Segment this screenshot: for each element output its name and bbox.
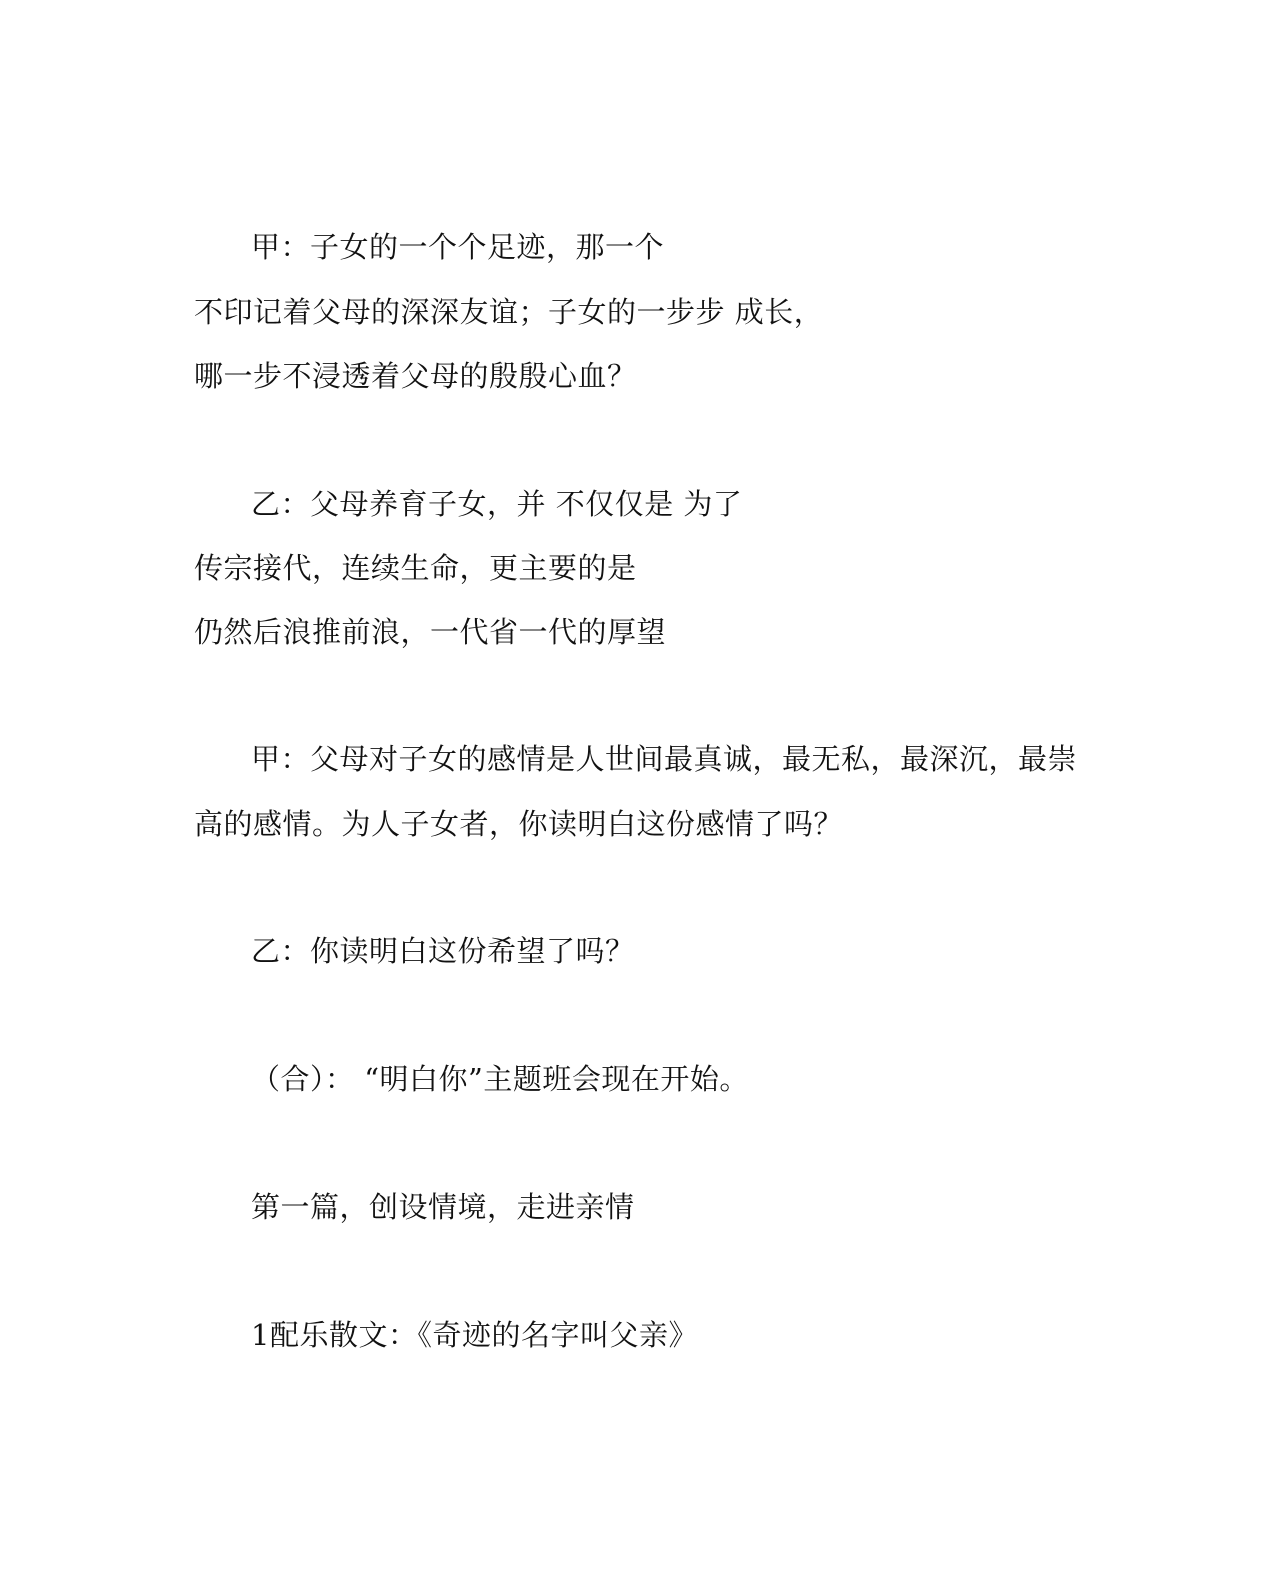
paragraph-line-1: 甲：子女的一个个足迹，那一个 [251, 230, 665, 264]
paragraph-line-12: 1配乐散文：《奇迹的名字叫父亲》 [251, 1318, 698, 1352]
paragraph-line-2: 不印记着父母的深深友谊；子女的一步步 成长， [194, 295, 824, 329]
section-heading: 第一篇，创设情境，走进亲情 [251, 1190, 635, 1224]
paragraph-line-3: 哪一步不浸透着父母的殷殷心血？ [194, 359, 637, 393]
paragraph-line-7: 甲：父母对子女的感情是人世间最真诚，最无私，最深沉，最崇 [251, 742, 1078, 776]
paragraph-line-5: 传宗接代，连续生命，更主要的是 [194, 551, 637, 585]
paragraph-line-10: （合）： “明白你”主题班会现在开始。 [251, 1062, 749, 1096]
paragraph-line-9: 乙：你读明白这份希望了吗？ [251, 934, 635, 968]
paragraph-line-6: 仍然后浪推前浪，一代省一代的厚望 [194, 615, 667, 649]
paragraph-line-4: 乙：父母养育子女，并 不仅仅是 为了 [251, 487, 743, 521]
paragraph-line-8: 高的感情。为人子女者，你读明白这份感情了吗？ [194, 807, 844, 841]
